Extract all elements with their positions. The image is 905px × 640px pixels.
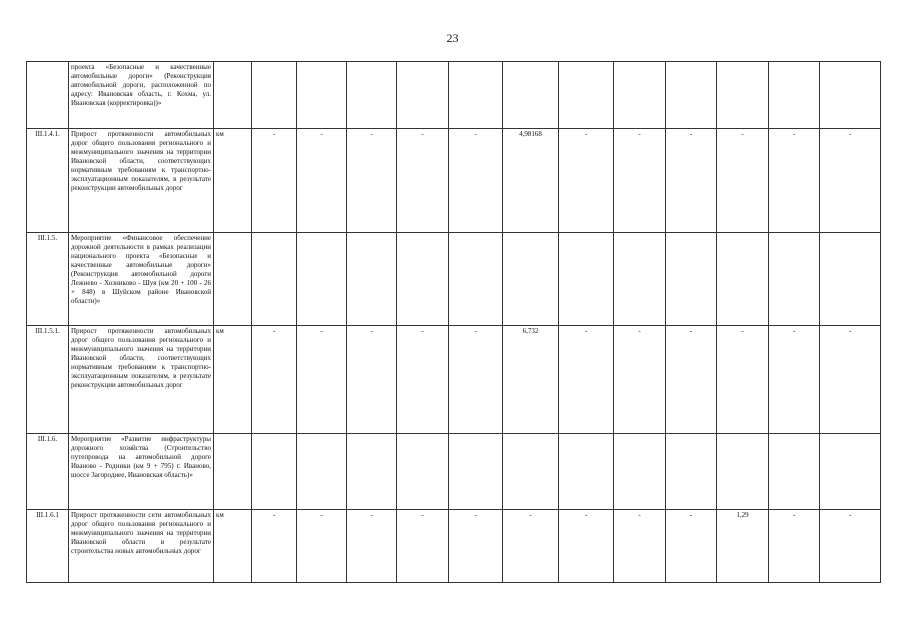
row-code: III.1.5. xyxy=(27,233,69,326)
row-value-cell: - xyxy=(297,326,347,434)
row-value-cell xyxy=(717,233,769,326)
row-value-cell xyxy=(666,434,717,510)
row-value-cell xyxy=(503,434,559,510)
row-value-cell: - xyxy=(820,129,881,233)
row-value-cell xyxy=(347,62,397,129)
row-code: III.1.6.1 xyxy=(27,510,69,583)
row-value-cell xyxy=(297,434,347,510)
row-value-cell xyxy=(559,233,614,326)
row-value-cell xyxy=(666,233,717,326)
row-value-cell xyxy=(820,233,881,326)
row-value-cell: - xyxy=(820,326,881,434)
row-value-cell: - xyxy=(347,129,397,233)
row-description: Прирост протяженности автомобильных дорог общего пользования регионального и межмуниципального значения на территории Ивановской области, соответствующих нормативным требованиям к транспортно-эксплуатационным показателям, в результате реконструкции автомобильных дорог xyxy=(69,326,214,434)
row-unit xyxy=(214,434,252,510)
row-value-cell xyxy=(717,434,769,510)
row-value-cell xyxy=(559,434,614,510)
table-body xyxy=(27,62,881,583)
table-row xyxy=(27,62,881,129)
row-value-cell xyxy=(252,62,297,129)
row-value-cell xyxy=(769,62,820,129)
row-code: III.1.4.1. xyxy=(27,129,69,233)
row-code xyxy=(27,62,69,129)
page-number: 23 xyxy=(446,31,459,45)
row-value-cell: - xyxy=(717,129,769,233)
table-row xyxy=(27,129,881,233)
row-value-cell xyxy=(397,233,449,326)
row-value-cell xyxy=(820,434,881,510)
row-value-cell xyxy=(614,434,666,510)
row-description: Мероприятие «Финансовое обеспечение дорожной деятельности в рамках реализации национального проекта «Безопасные и качественные автомобильные дороги» (Реконструкция автомобильной дороги Лежнево - Хозниково - Шуя (км 20 + 100 - 26 + 848) в Шуйском районе Ивановской области)» xyxy=(69,233,214,326)
row-value-cell xyxy=(449,62,503,129)
table-row xyxy=(27,233,881,326)
row-value-cell xyxy=(666,62,717,129)
row-value-cell xyxy=(820,62,881,129)
row-unit: км xyxy=(214,326,252,434)
row-value-cell xyxy=(559,62,614,129)
row-value-cell: - xyxy=(559,326,614,434)
row-value-cell xyxy=(503,62,559,129)
indicators-table xyxy=(26,61,881,583)
row-value-cell: - xyxy=(449,510,503,583)
row-description: Мероприятие «Развитие инфраструктуры дорожного хозяйства (Строительство путепровода на автомобильной дороге Иваново - Родники (км 9 + 795) г. Иваново, шоссе Загороднее, Ивановская область)» xyxy=(69,434,214,510)
row-value-cell: - xyxy=(769,129,820,233)
row-value-cell: - xyxy=(559,129,614,233)
row-value-cell xyxy=(717,62,769,129)
row-value-cell: - xyxy=(614,129,666,233)
row-value-cell: - xyxy=(717,326,769,434)
row-value-cell xyxy=(347,233,397,326)
row-value-cell: - xyxy=(297,129,347,233)
row-unit xyxy=(214,62,252,129)
row-value-cell xyxy=(252,434,297,510)
table-row xyxy=(27,510,881,583)
row-value-cell: - xyxy=(397,510,449,583)
row-value-cell: - xyxy=(252,510,297,583)
table-row xyxy=(27,326,881,434)
table-row xyxy=(27,434,881,510)
row-value-cell: - xyxy=(666,510,717,583)
row-code: III.1.6. xyxy=(27,434,69,510)
row-value-cell xyxy=(397,62,449,129)
row-value-cell xyxy=(449,434,503,510)
row-value-cell: - xyxy=(297,510,347,583)
row-value-cell: - xyxy=(347,510,397,583)
row-description: Прирост протяженности сети автомобильных дорог общего пользования регионального и межмуниципального значения на территории Ивановской области в результате строительства новых автомобильных дорог xyxy=(69,510,214,583)
row-value-cell xyxy=(297,62,347,129)
row-unit: км xyxy=(214,510,252,583)
row-value-cell xyxy=(449,233,503,326)
row-value-cell: 4,98168 xyxy=(503,129,559,233)
row-value-cell: - xyxy=(614,510,666,583)
row-code: III.1.5.1. xyxy=(27,326,69,434)
row-value-cell: - xyxy=(252,129,297,233)
row-value-cell: - xyxy=(666,129,717,233)
row-value-cell xyxy=(503,233,559,326)
row-value-cell xyxy=(297,233,347,326)
row-value-cell: - xyxy=(769,510,820,583)
row-value-cell: - xyxy=(397,326,449,434)
row-description: проекта «Безопасные и качественные автомобильные дороги» (Реконструкция автомобильной дороги, расположенной по адресу: Ивановская область, г. Кохма, ул. Ивановская (корректировка))» xyxy=(69,62,214,129)
row-value-cell: - xyxy=(666,326,717,434)
row-value-cell: - xyxy=(347,326,397,434)
row-value-cell xyxy=(769,434,820,510)
row-value-cell xyxy=(347,434,397,510)
row-value-cell: - xyxy=(503,510,559,583)
row-value-cell: - xyxy=(252,326,297,434)
row-value-cell: - xyxy=(769,326,820,434)
row-unit xyxy=(214,233,252,326)
row-value-cell: - xyxy=(614,326,666,434)
row-value-cell: 1,29 xyxy=(717,510,769,583)
row-value-cell xyxy=(252,233,297,326)
row-value-cell: 6,732 xyxy=(503,326,559,434)
row-value-cell xyxy=(769,233,820,326)
row-value-cell: - xyxy=(820,510,881,583)
row-value-cell xyxy=(397,434,449,510)
row-description: Прирост протяженности автомобильных дорог общего пользования регионального и межмуниципального значения на территории Ивановской области, соответствующих нормативным требованиям к транспортно-эксплуатационным показателям, в результате реконструкции автомобильных дорог xyxy=(69,129,214,233)
row-unit: км xyxy=(214,129,252,233)
row-value-cell: - xyxy=(559,510,614,583)
row-value-cell xyxy=(614,233,666,326)
row-value-cell: - xyxy=(449,326,503,434)
row-value-cell xyxy=(614,62,666,129)
row-value-cell: - xyxy=(449,129,503,233)
row-value-cell: - xyxy=(397,129,449,233)
